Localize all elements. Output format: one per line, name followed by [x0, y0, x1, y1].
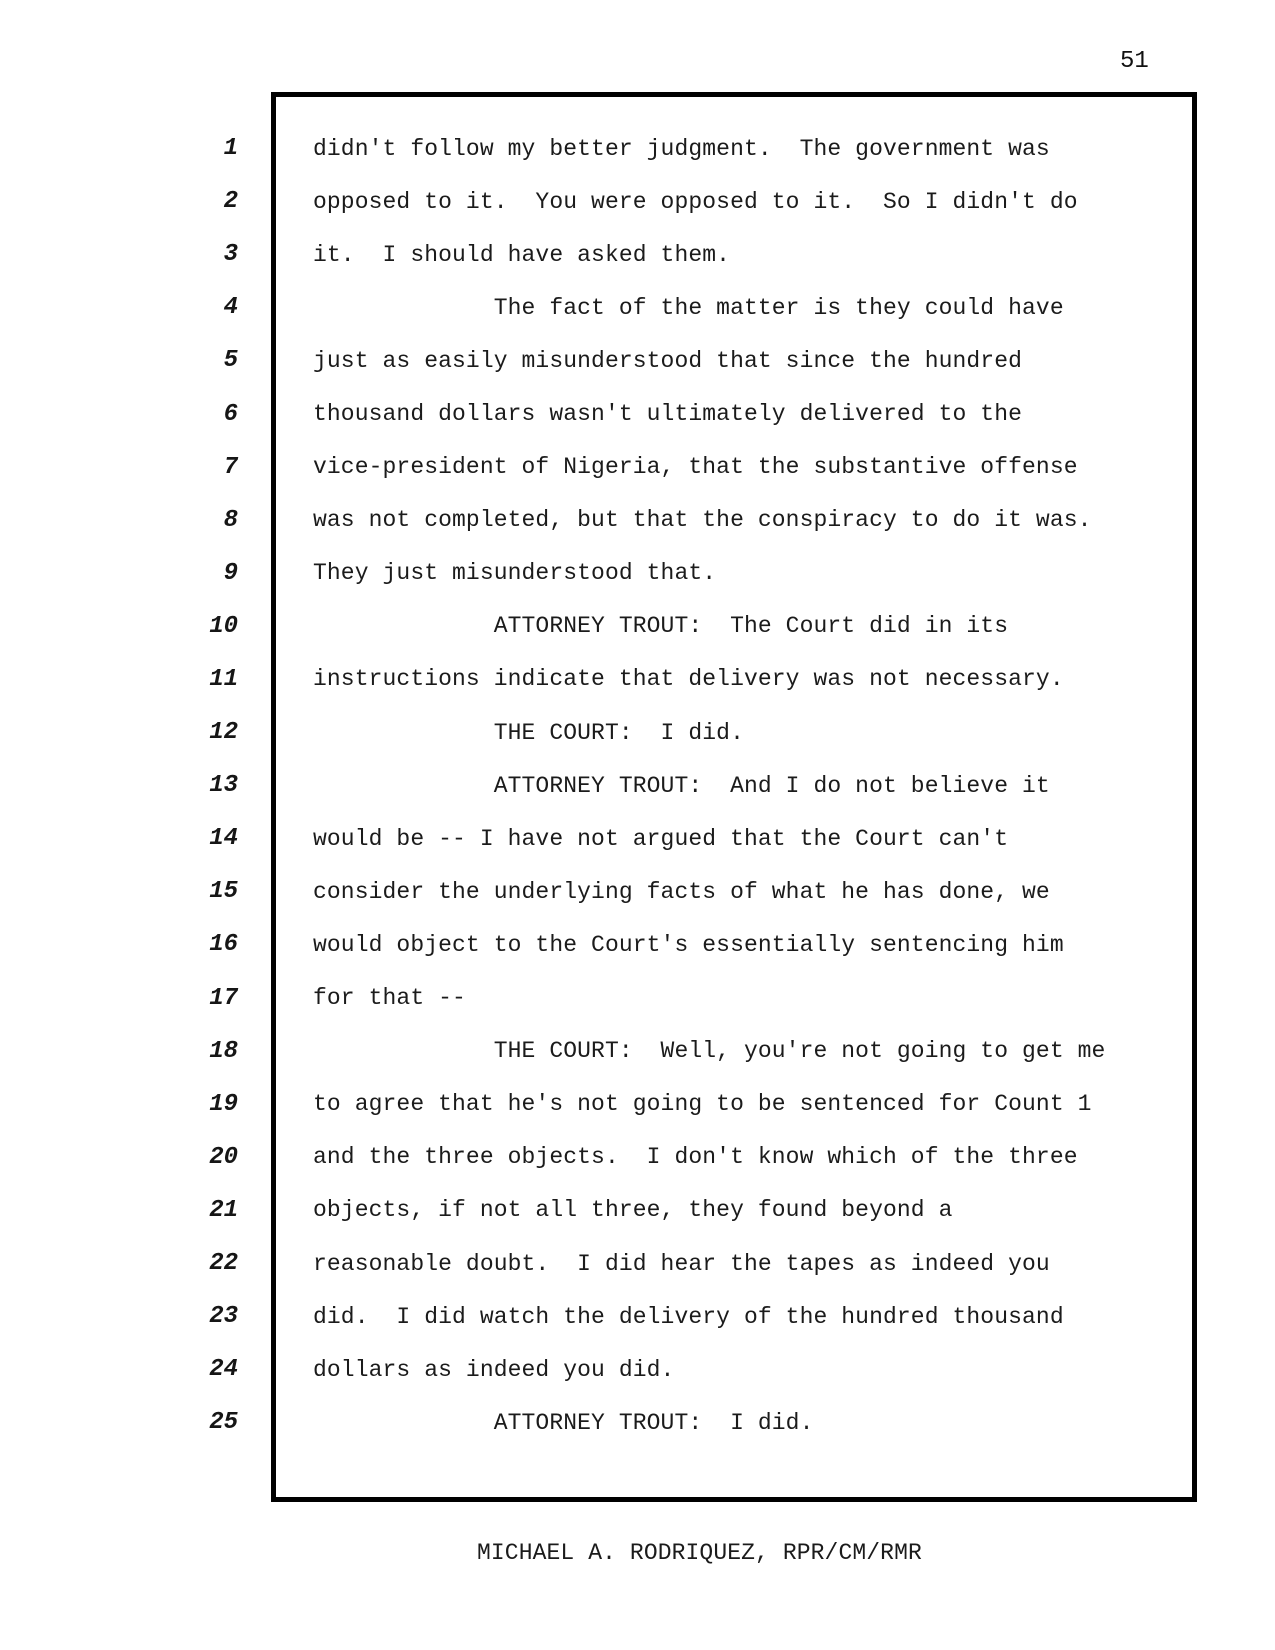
transcript-line: [0, 600, 1275, 653]
line-number: 6: [223, 400, 238, 428]
line-number: 1: [223, 135, 238, 163]
line-text: reasonable doubt. I did hear the tapes as indeed you: [313, 1250, 1050, 1277]
line-text: it. I should have asked them.: [313, 241, 731, 268]
transcript-line: [0, 1184, 1275, 1237]
line-text: was not completed, but that the conspiracy to do it was.: [313, 507, 1092, 534]
line-text: ATTORNEY TROUT: And I do not believe it: [313, 772, 1050, 799]
line-text: objects, if not all three, they found beyond a: [313, 1197, 953, 1224]
transcript-line: [0, 122, 1275, 175]
transcript-line: [0, 1078, 1275, 1131]
line-text: did. I did watch the delivery of the hundred thousand: [313, 1303, 1064, 1330]
line-number: 19: [209, 1090, 238, 1118]
line-text: and the three objects. I don't know which of the three: [313, 1144, 1078, 1171]
transcript-line: [0, 1290, 1275, 1343]
line-text: instructions indicate that delivery was not necessary.: [313, 666, 1064, 693]
transcript-line: [0, 175, 1275, 228]
transcript-line: [0, 334, 1275, 387]
line-number: 4: [223, 294, 238, 322]
line-number: 25: [209, 1409, 238, 1437]
line-number: 10: [209, 612, 238, 640]
transcript-line: [0, 865, 1275, 918]
line-number: 12: [209, 719, 238, 747]
line-text: ATTORNEY TROUT: I did.: [313, 1409, 814, 1436]
transcript-line: [0, 494, 1275, 547]
transcript-line: [0, 1396, 1275, 1449]
transcript-line: [0, 918, 1275, 971]
line-number: 15: [209, 878, 238, 906]
reporter-name: MICHAEL A. RODRIQUEZ, RPR/CM/RMR: [477, 1540, 922, 1566]
transcript-line: [0, 228, 1275, 281]
transcript-line: [0, 706, 1275, 759]
line-number: 11: [209, 665, 238, 693]
line-number: 17: [209, 984, 238, 1012]
transcript-line: [0, 653, 1275, 706]
line-number: 3: [223, 241, 238, 269]
line-text: for that --: [313, 985, 466, 1012]
line-number: 7: [223, 453, 238, 481]
transcript-line: [0, 972, 1275, 1025]
line-number: 14: [209, 825, 238, 853]
line-text: to agree that he's not going to be sentenced for Count 1: [313, 1091, 1092, 1118]
transcript-line: [0, 812, 1275, 865]
page-number: 51: [1120, 48, 1149, 75]
line-text: dollars as indeed you did.: [313, 1356, 675, 1383]
line-text: THE COURT: I did.: [313, 719, 744, 746]
transcript-lines: [0, 122, 1275, 1449]
line-number: 16: [209, 931, 238, 959]
line-number: 8: [223, 506, 238, 534]
line-number: 9: [223, 559, 238, 587]
line-text: The fact of the matter is they could have: [313, 294, 1064, 321]
line-text: thousand dollars wasn't ultimately delivered to the: [313, 401, 1023, 428]
line-number: 24: [209, 1356, 238, 1384]
transcript-line: [0, 387, 1275, 440]
line-text: opposed to it. You were opposed to it. So I didn't do: [313, 188, 1078, 215]
line-text: vice-president of Nigeria, that the substantive offense: [313, 454, 1078, 481]
line-text: would object to the Court's essentially sentencing him: [313, 931, 1064, 958]
transcript-line: [0, 1131, 1275, 1184]
line-text: would be -- I have not argued that the Court can't: [313, 825, 1009, 852]
transcript-line: [0, 1025, 1275, 1078]
line-number: 20: [209, 1143, 238, 1171]
transcript-line: [0, 547, 1275, 600]
transcript-line: [0, 441, 1275, 494]
transcript-line: [0, 1237, 1275, 1290]
transcript-line: [0, 759, 1275, 812]
line-text: ATTORNEY TROUT: The Court did in its: [313, 613, 1009, 640]
line-number: 23: [209, 1303, 238, 1331]
line-number: 5: [223, 347, 238, 375]
line-number: 18: [209, 1037, 238, 1065]
transcript-line: [0, 1343, 1275, 1396]
line-text: They just misunderstood that.: [313, 560, 717, 587]
line-text: THE COURT: Well, you're not going to get me: [313, 1038, 1106, 1065]
line-number: 2: [223, 188, 238, 216]
line-text: didn't follow my better judgment. The government was: [313, 135, 1050, 162]
line-number: 13: [209, 772, 238, 800]
line-number: 22: [209, 1250, 238, 1278]
line-text: just as easily misunderstood that since the hundred: [313, 347, 1023, 374]
line-text: consider the underlying facts of what he has done, we: [313, 878, 1050, 905]
line-number: 21: [209, 1196, 238, 1224]
transcript-line: [0, 281, 1275, 334]
